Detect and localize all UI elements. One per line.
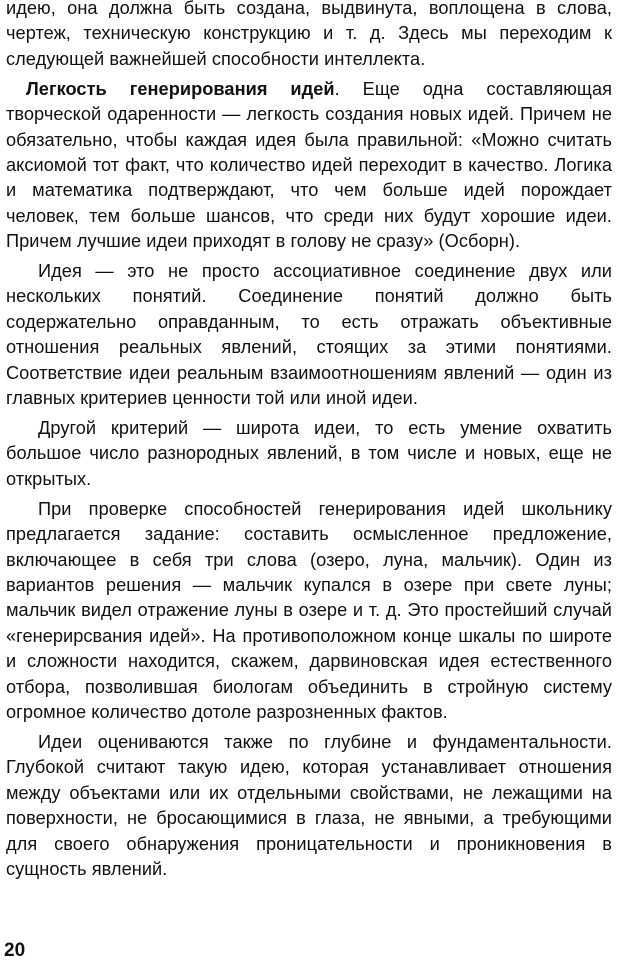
paragraph-5: [6, 497, 612, 726]
page-number: 20: [4, 940, 26, 961]
paragraph-6-text: Идеи оцениваются также по глубине и фундаментальности. Глубокой считают такую идею, которая устанавливает отношения между объектами или их отдельными свойствами, не лежащими на поверхности, не бросающимися в глаза, не явными, а требующими для своего обнаружения проницательности и проникновения в сущность явлений.: [6, 731, 612, 879]
body-text: [6, 0, 612, 887]
paragraph-3: [6, 259, 612, 411]
paragraph-5-text: При проверке способностей генерирования идей школьнику предлагается задание: составить осмысленное предложение, включающее в себя три слова (озеро, луна, мальчик). Один из вариантов решения — мальчик купался в озере при свете луны; мальчик видел отражение луны в озере и т. д. Это простейший случай «генерирсвания идей». На противоположном конце шкалы по широте и сложности находится, скажем, дарвиновская идея естественного отбора, позволившая биологам объединить в стройную систему огромное количество дотоле разрозненных фактов.: [6, 498, 612, 722]
paragraph-2-text: . Еще одна составляющая творческой одаренности — легкость создания новых идей. Причем не обязательно, чтобы каждая идея была правильной: «Можно считать аксиомой тот факт, что количество идей переходит в качество. Логика и математика подтверждают, что чем больше идей порождает человек, тем больше шансов, что среди них будут хорошие идеи. Причем лучшие идеи приходят в голову не сразу» (Осборн).: [6, 78, 613, 252]
paragraph-1: [6, 0, 612, 72]
paragraph-3-text: Идея — это не просто ассоциативное соединение двух или нескольких понятий. Соединение понятий должно быть содержательно оправданным, то есть отражать объективные отношения реальных явлений, стоящих за этими понятиями. Соответствие идеи реальным взаимоотношениям явлений — один из главных критериев ценности той или иной идеи.: [6, 261, 612, 409]
paragraph-6: [6, 730, 612, 882]
paragraph-4-text: Другой критерий — широта идеи, то есть умение охватить большое число разнородных явлений, в том числе и новых, еще не открытых.: [6, 418, 612, 489]
paragraph-1-text: идею, она должна быть создана, выдвинута, воплощена в слова, чертеж, техническую конструкцию и т. д. Здесь мы переходим к следующей важнейшей способности интеллекта.: [6, 0, 612, 69]
paragraph-2: [6, 77, 612, 255]
paragraph-4: [6, 416, 612, 492]
section-heading: Легкость генерирования идей: [26, 78, 335, 99]
